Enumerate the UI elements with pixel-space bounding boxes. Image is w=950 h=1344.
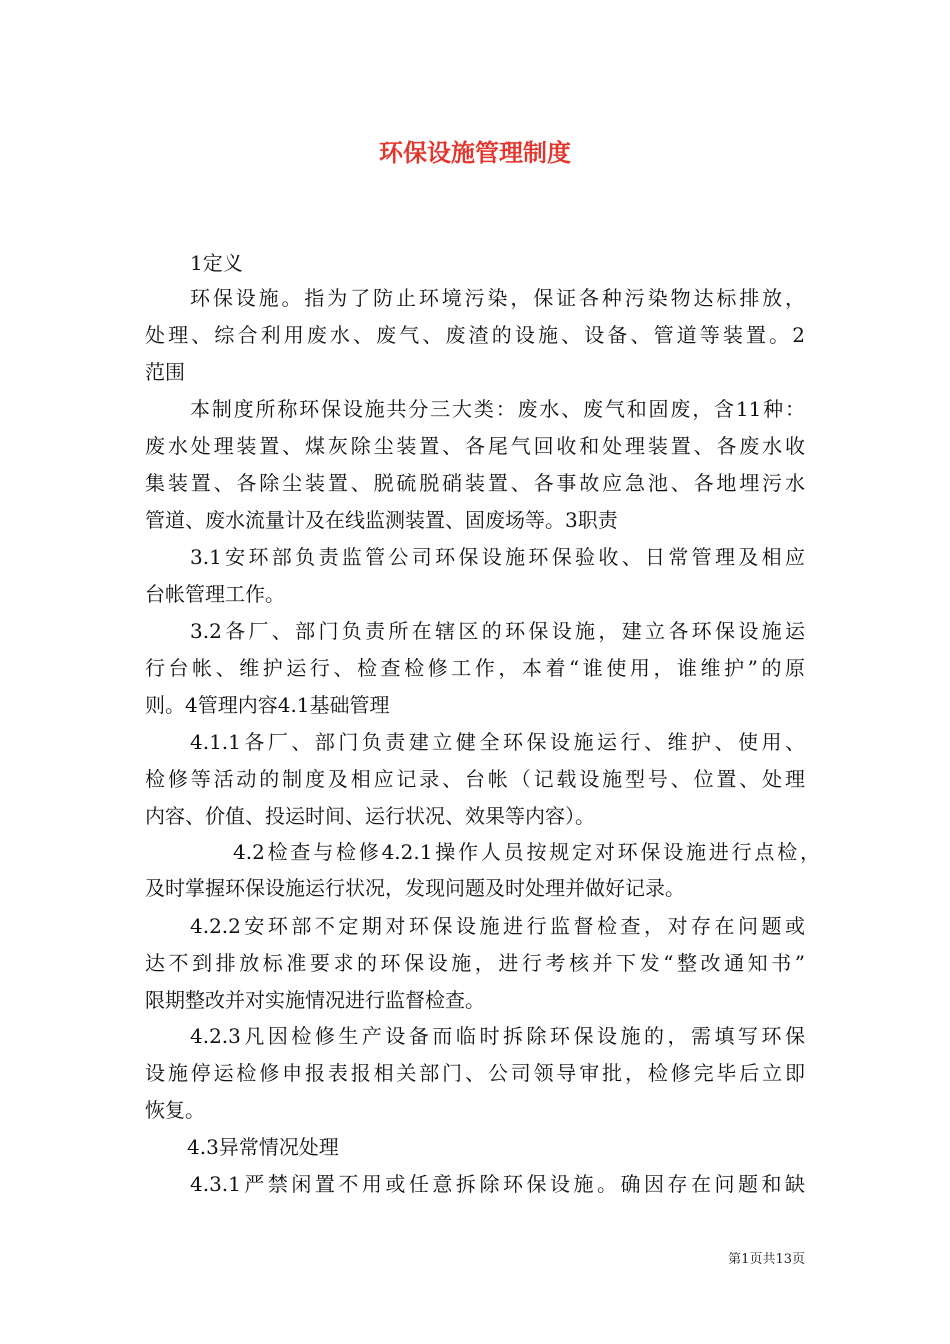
text-line: 达不到排放标准要求的环保设施，进行考核并下发“整改通知书”: [145, 951, 805, 975]
text-line: 本制度所称环保设施共分三大类：废水、废气和固废，含11种：: [190, 397, 805, 421]
text-line: 处理、综合利用废水、废气、废渣的设施、设备、管道等装置。2: [145, 323, 805, 347]
text-line: 4.2.2安环部不定期对环保设施进行监督检查，对存在问题或: [190, 914, 805, 938]
text-line: 4.2检查与检修4.2.1操作人员按规定对环保设施进行点检，: [233, 840, 820, 864]
text-line: 设施停运检修申报表报相关部门、公司领导审批，检修完毕后立即: [145, 1061, 805, 1085]
text-line: 集装置、各除尘装置、脱硫脱硝装置、各事故应急池、各地埋污水: [145, 471, 805, 495]
text-line: 4.2.3凡因检修生产设备而临时拆除环保设施的，需填写环保: [190, 1024, 805, 1048]
text-line: 恢复。: [145, 1098, 205, 1122]
text-line: 行台帐、维护运行、检查检修工作，本着“谁使用，谁维护”的原: [145, 656, 805, 680]
text-line: 管道、废水流量计及在线监测装置、固废场等。3职责: [145, 508, 618, 532]
text-line: 3.2各厂、部门负责所在辖区的环保设施，建立各环保设施运: [190, 619, 805, 643]
text-line: 台帐管理工作。: [145, 582, 285, 606]
text-line: 及时掌握环保设施运行状况，发现问题及时处理并做好记录。: [145, 876, 685, 900]
text-line: 4.3.1严禁闲置不用或任意拆除环保设施。确因存在问题和缺: [190, 1172, 805, 1196]
text-line: 范围: [145, 360, 185, 384]
text-line: 3.1安环部负责监管公司环保设施环保验收、日常管理及相应: [190, 545, 805, 569]
text-line: 检修等活动的制度及相应记录、台帐（记载设施型号、位置、处理: [145, 767, 805, 791]
text-line: 环保设施。指为了防止环境污染，保证各种污染物达标排放，: [190, 286, 805, 310]
text-line: 限期整改并对实施情况进行监督检查。: [145, 988, 485, 1012]
document-title: 环保设施管理制度: [379, 139, 571, 167]
text-line: 4.1.1各厂、部门负责建立健全环保设施运行、维护、使用、: [190, 730, 805, 754]
page-number: 第1页共13页: [728, 1252, 805, 1267]
text-line: 则。4管理内容4.1基础管理: [145, 693, 390, 717]
text-line: 1定义: [190, 251, 243, 275]
text-line: 4.3异常情况处理: [187, 1135, 339, 1159]
text-line: 废水处理装置、煤灰除尘装置、各尾气回收和处理装置、各废水收: [145, 434, 805, 458]
text-line: 内容、价值、投运时间、运行状况、效果等内容）。: [145, 804, 595, 828]
